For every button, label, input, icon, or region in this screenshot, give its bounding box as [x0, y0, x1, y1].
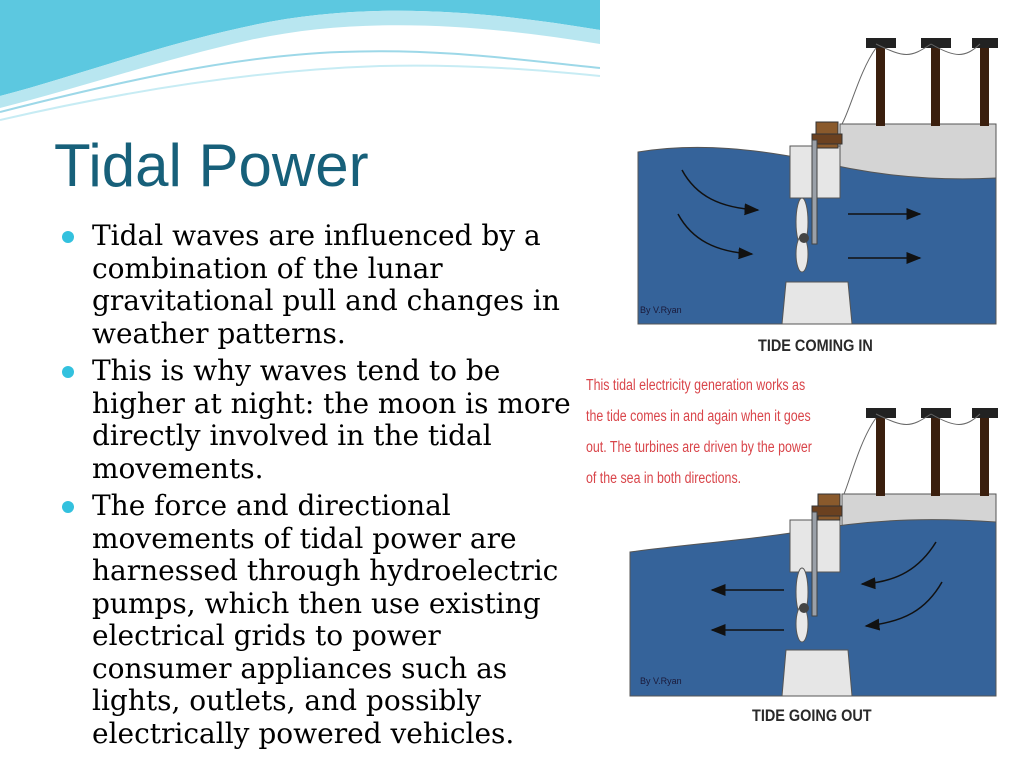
- bullet-dot-icon: [62, 231, 74, 243]
- wave-decoration: [0, 0, 600, 130]
- pylon-icon: [844, 408, 998, 496]
- note-line: of the sea in both directions.: [586, 470, 742, 487]
- bullet-item: [58, 220, 588, 350]
- byline-top: By V.Ryan: [640, 305, 682, 315]
- tide-in-panel: [638, 38, 998, 324]
- turbine-icon: [796, 198, 809, 272]
- turbine-icon: [796, 568, 809, 642]
- byline-bottom: By V.Ryan: [640, 676, 682, 686]
- bullet-text: The force and directional movements of tidal power are harnessed through hydroelectric pumps, which then use existing electrical grids to power consumer appliances such as lights, outlets, and possibly electrically powered vehicles.: [92, 489, 559, 750]
- bullet-item: [58, 355, 588, 485]
- diagram-note: [586, 370, 818, 494]
- bullet-item: [58, 490, 588, 750]
- bullet-dot-icon: [62, 366, 74, 378]
- bullet-list: [58, 220, 588, 755]
- bullet-text: This is why waves tend to be higher at night: the moon is more directly involved in the tidal movements.: [92, 354, 571, 485]
- caption-tide-out: TIDE GOING OUT: [752, 706, 872, 725]
- slide-title: Tidal Power: [54, 132, 369, 199]
- note-line: out. The turbines are driven by the power: [586, 439, 812, 456]
- caption-tide-in: TIDE COMING IN: [758, 336, 873, 355]
- pylon-icon: [842, 38, 998, 126]
- note-line: This tidal electricity generation works as: [586, 377, 806, 394]
- tidal-diagram: [580, 0, 1024, 768]
- bullet-dot-icon: [62, 501, 74, 513]
- bullet-text: Tidal waves are influenced by a combination of the lunar gravitational pull and changes in weather patterns.: [92, 219, 560, 350]
- note-line: the tide comes in and again when it goes: [586, 408, 811, 425]
